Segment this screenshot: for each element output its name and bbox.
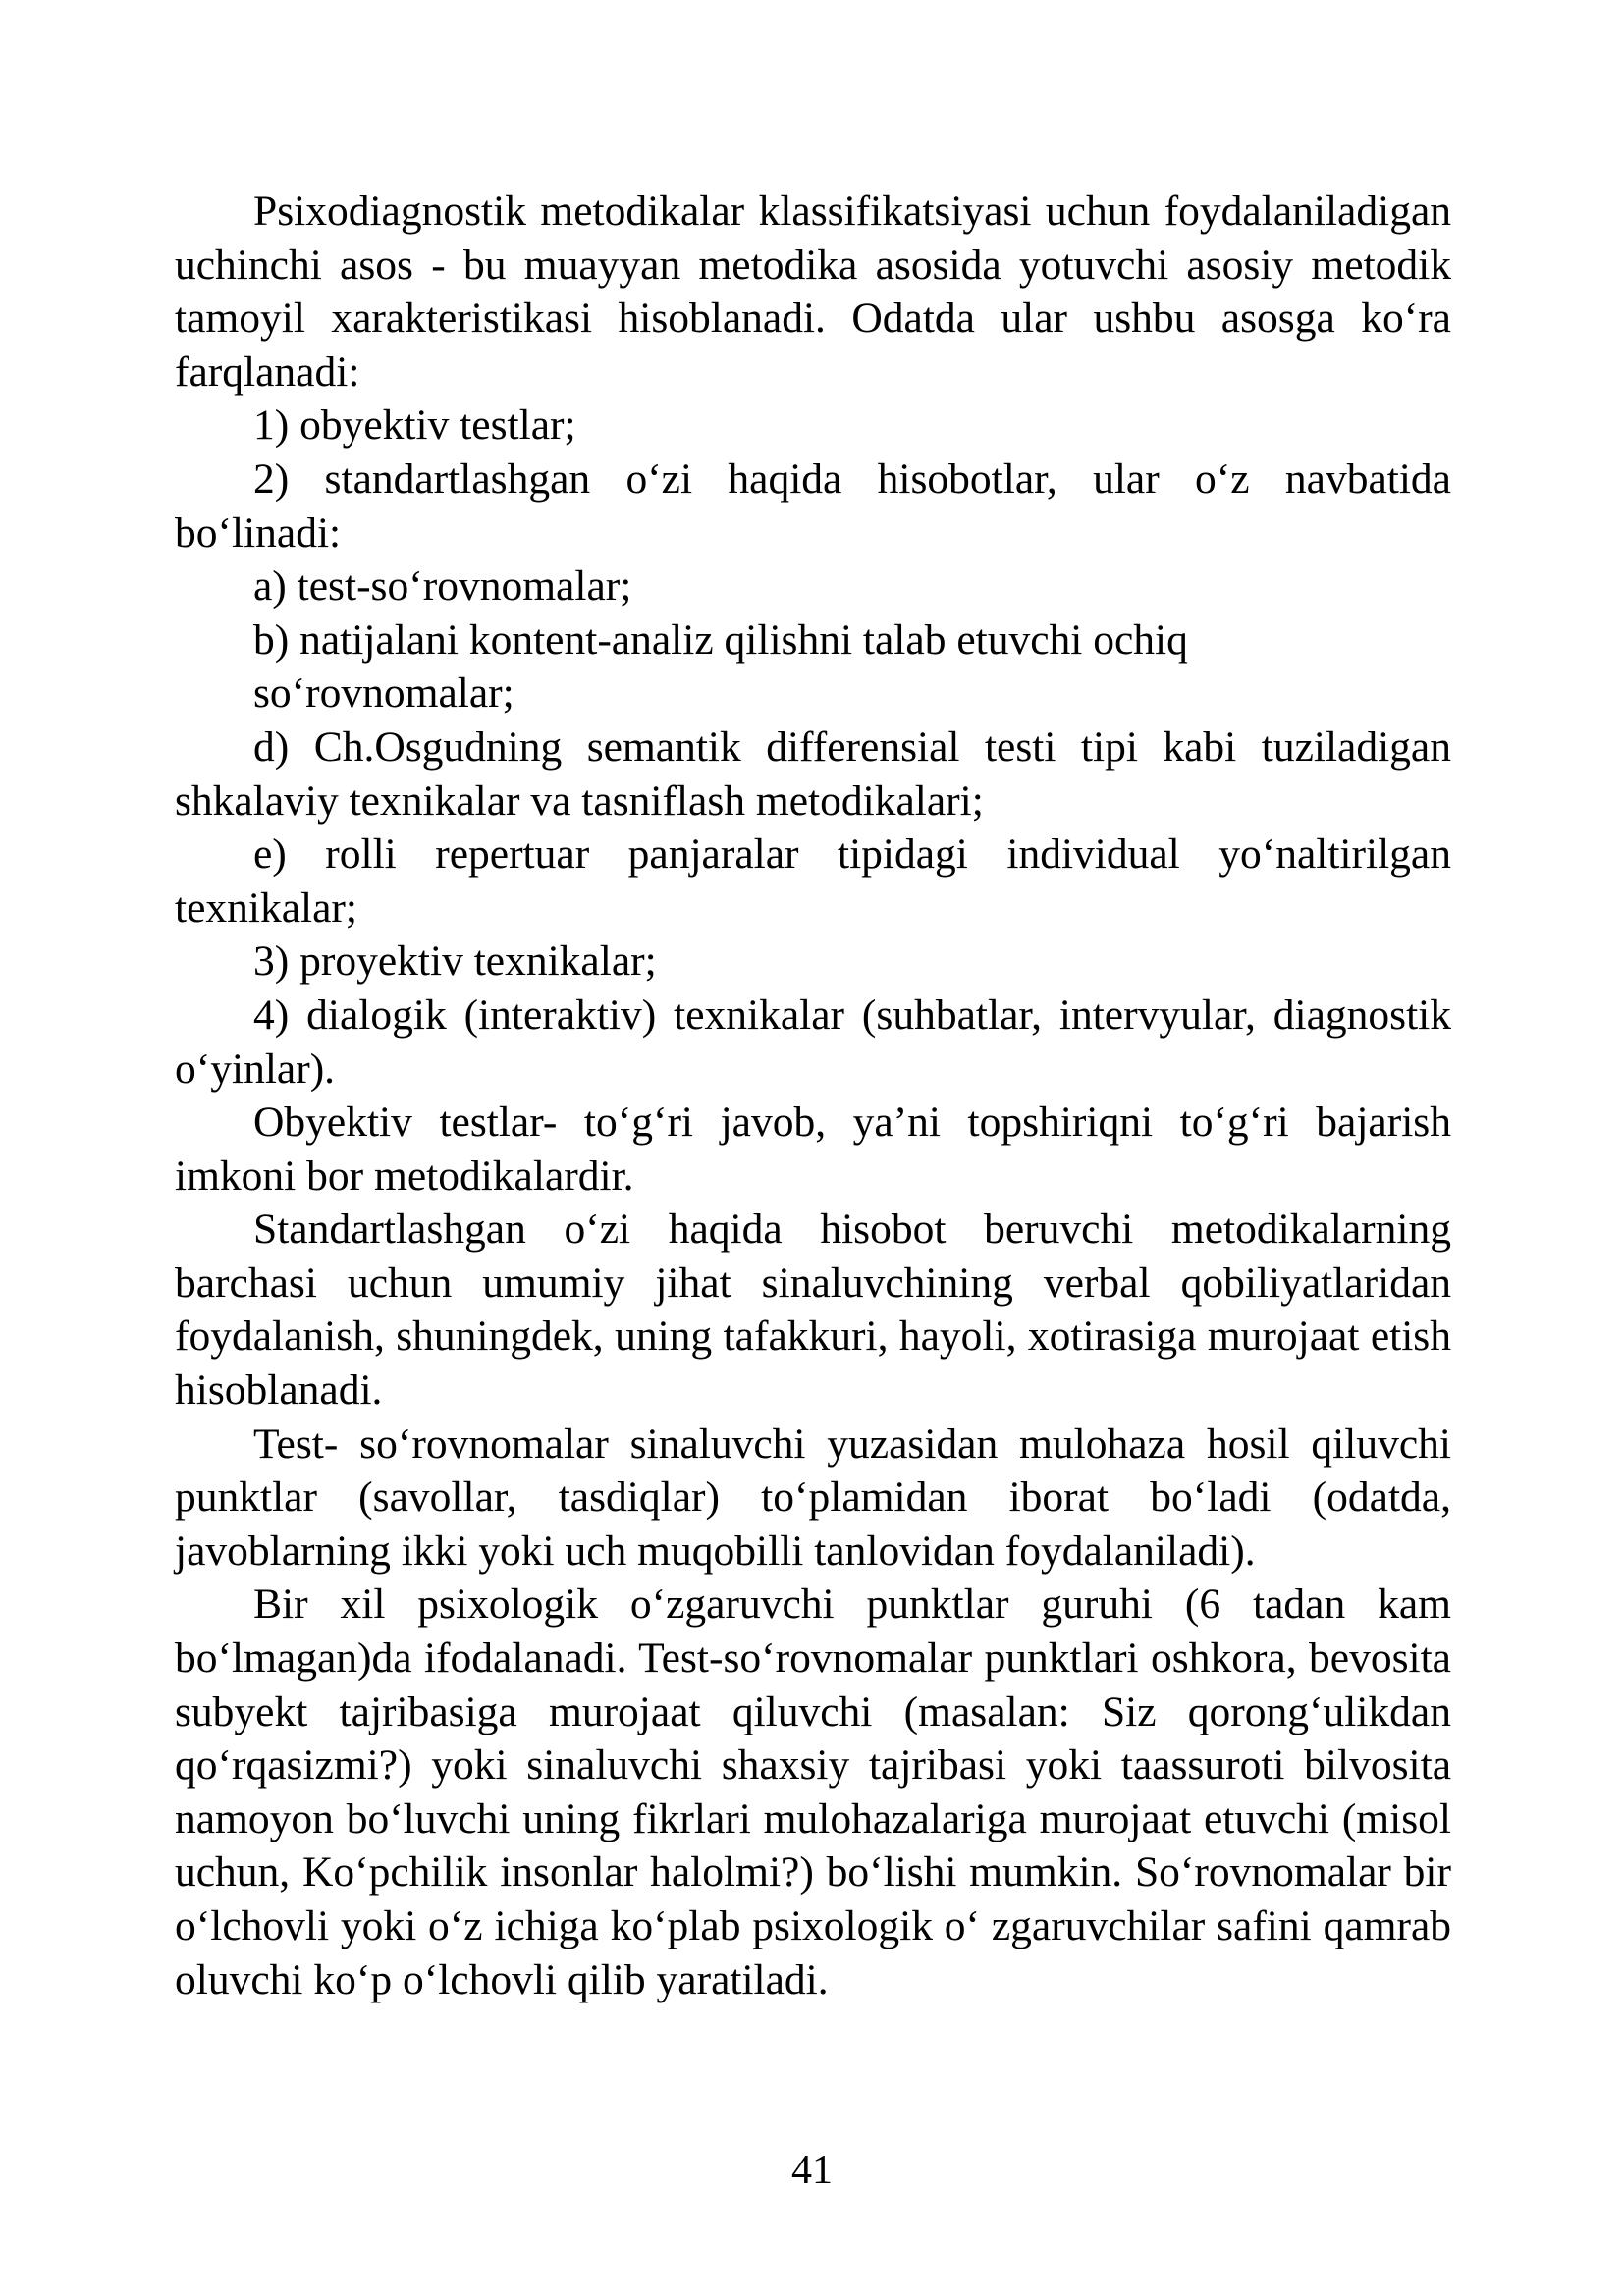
list-item-projective-techniques: 3) proyektiv texnikalar; (253, 937, 657, 986)
paragraph-self-report-methods: Standartlashgan o‘zi haqida hisobot beruvchi metodikalarning barchasi uchun umumiy jihat sinaluvchining verbal qobiliyatlaridan foydalanish, shuningdek, uning tafakkuri, hayoli, xotirasiga murojaat etish hisoblanadi. (175, 1205, 1451, 1415)
paragraph-test-questionnaires: Test- so‘rovnomalar sinaluvchi yuzasidan mulohaza hosil qiluvchi punktlar (savollar, tasdiqlar) to‘plamidan iborat bo‘ladi (odatda, javoblarning ikki yoki uch muqobilli tanlovidan foydalaniladi). (175, 1419, 1451, 1575)
page-body (175, 185, 1451, 2006)
paragraph-objective-tests-definition: Obyektiv testlar- to‘g‘ri javob, ya’ni topshiriqni to‘g‘ri bajarish imkoni bor metodikalardir. (175, 1098, 1451, 1200)
list-item-open-questionnaires: b) natijalani kontent-analiz qilishni talab etuvchi ochiq so‘rovnomalar; (253, 615, 1188, 718)
list-item-dialogic-techniques: 4) dialogik (interaktiv) texnikalar (suhbatlar, intervyular, diagnostik o‘yinlar). (175, 990, 1451, 1093)
paragraph-psychological-variables: Bir xil psixologik o‘zgaruvchi punktlar guruhi (6 tadan kam bo‘lmagan)da ifodalanadi. Test-so‘rovnomalar punktlari oshkora, bevosita subyekt tajribasiga murojaat qiluvchi (masalan: Siz qorong‘ulikdan qo‘rqasizmi?) yoki sinaluvchi shaxsiy tajribasi yoki taassuroti bilvosita namoyon bo‘luvchi uning fikrlari mulohazalariga murojaat etuvchi (misol uchun, Ko‘pchilik insonlar halolmi?) bo‘lishi mumkin. So‘rovnomalar bir o‘lchovli yoki o‘z ichiga ko‘plab psixologik o‘ zgaruvchilar safini qamrab oluvchi ko‘p o‘lchovli qilib yaratiladi. (175, 1580, 1451, 2003)
list-item-objective-tests: 1) obyektiv testlar; (253, 401, 576, 450)
paragraph-classification-basis: Psixodiagnostik metodikalar klassifikatsiyasi uchun foydalaniladigan uchinchi asos - bu muayyan metodika asosida yotuvchi asosiy metodik tamoyil xarakteristikasi hisoblanadi. Odatda ular ushbu asosga ko‘ra farqlanadi: (175, 187, 1451, 396)
list-item-scaling-techniques: d) Ch.Osgudning semantik differensial testi tipi kabi tuziladigan shkalaviy texnikalar va tasniflash metodikalari; (175, 722, 1451, 825)
list-item-repertory-grids: e) rolli repertuar panjaralar tipidagi individual yo‘naltirilgan texnikalar; (175, 830, 1451, 932)
list-item-standardized-self-reports: 2) standartlashgan o‘zi haqida hisobotlar, ular o‘z navbatida bo‘linadi: (175, 454, 1451, 557)
page-number: 41 (791, 2148, 833, 2193)
list-item-test-questionnaires: a) test-so‘rovnomalar; (253, 562, 632, 611)
